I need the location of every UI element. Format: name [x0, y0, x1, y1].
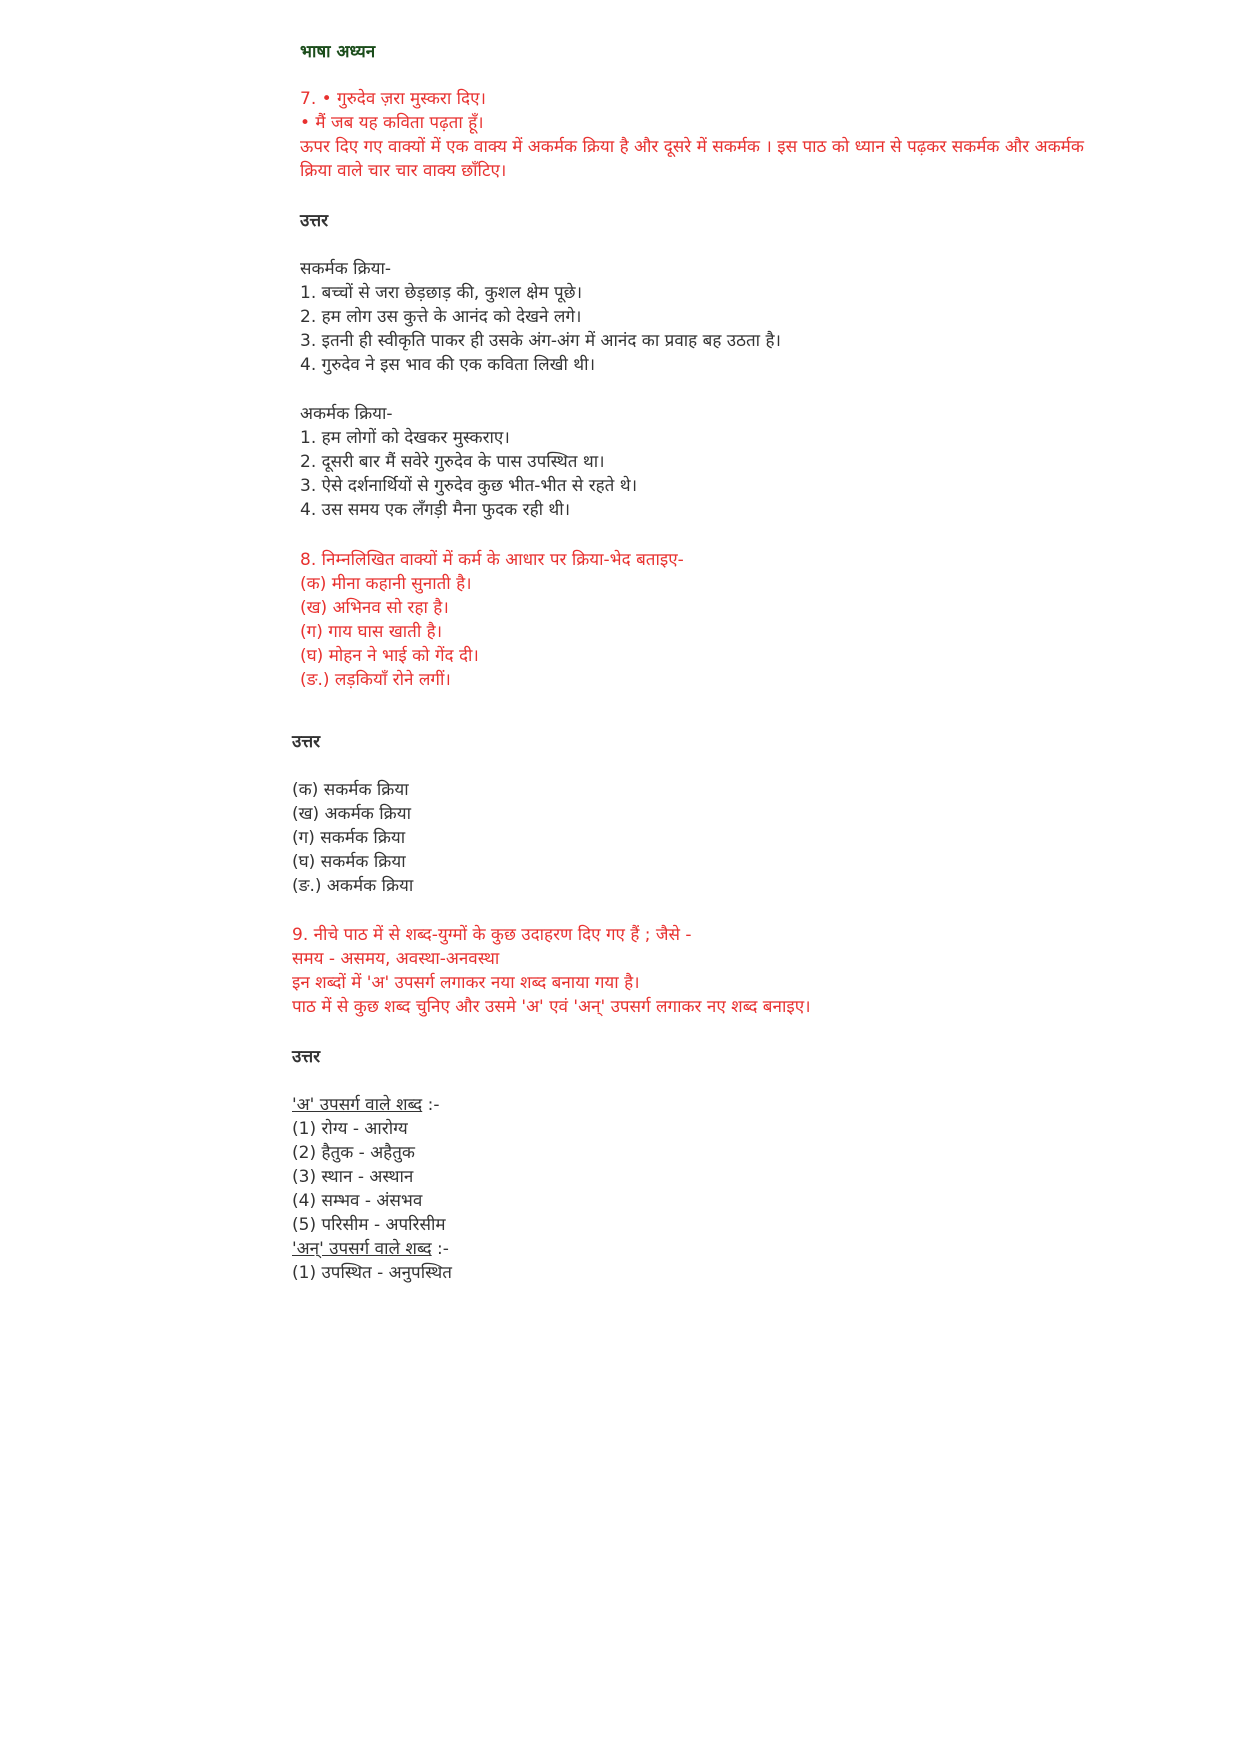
question-9-line: इन शब्दों में 'अ' उपसर्ग लगाकर नया शब्द बनाया गया है। [292, 973, 640, 993]
question-8-line: (क) मीना कहानी सुनाती है। [300, 574, 472, 594]
list-item: 1. हम लोगों को देखकर मुस्कराए। [300, 428, 510, 448]
list-item: (4) सम्भव - अंसभव [292, 1191, 423, 1211]
prefix-an-heading [292, 1237, 1172, 1261]
question-7-line: 7. • गुरुदेव ज़रा मुस्करा दिए। [300, 89, 486, 109]
list-item: 2. हम लोग उस कुत्ते के आनंद को देखने लगे। [300, 307, 582, 327]
question-9-line: समय - असमय, अवस्था-अनवस्था [292, 949, 500, 969]
list-item: (1) रोग्य - आरोग्य [292, 1119, 408, 1139]
list-item: (1) उपस्थित - अनुपस्थित [292, 1263, 452, 1283]
list-item: (3) स्थान - अस्थान [292, 1167, 414, 1187]
sakarmak-list [300, 257, 1180, 377]
question-8-line: (घ) मोहन ने भाई को गेंद दी। [300, 646, 479, 666]
list-item: (घ) सकर्मक क्रिया [292, 852, 406, 872]
prefix-an-heading-suffix: :- [431, 1239, 449, 1259]
answer-label-9: उत्तर [292, 1047, 321, 1067]
akarmak-list [300, 402, 1180, 522]
list-item: (2) हैतुक - अहैतुक [292, 1143, 415, 1163]
prefix-a-heading [292, 1093, 1172, 1117]
answer-label-8: उत्तर [292, 732, 321, 752]
question-7-instruction: ऊपर दिए गए वाक्यों में एक वाक्य में अकर्मक क्रिया है और दूसरे में सकर्मक । इस पाठ को ध्यान से पढ़कर सकर्मक और अकर्मक क्रिया वाले चार चार वाक्य छाँटिए। [300, 137, 1084, 181]
question-8-line: (ङ.) लड़कियाँ रोने लगीं। [300, 670, 451, 690]
prefix-a-heading-suffix: :- [422, 1095, 440, 1115]
question-8 [300, 548, 1180, 692]
question-8-line: 8. निम्नलिखित वाक्यों में कर्म के आधार पर क्रिया-भेद बताइए- [300, 550, 684, 570]
question-9 [292, 923, 1172, 1019]
list-item: 2. दूसरी बार मैं सवेरे गुरुदेव के पास उपस्थित था। [300, 452, 605, 472]
list-item: (क) सकर्मक क्रिया [292, 780, 409, 800]
prefix-an-heading-text: 'अन्' उपसर्ग वाले शब्द [292, 1239, 432, 1259]
akarmak-heading: अकर्मक क्रिया- [300, 404, 393, 424]
question-9-answers [292, 1093, 1172, 1285]
list-item: 3. ऐसे दर्शनार्थियों से गुरुदेव कुछ भीत-भीत से रहते थे। [300, 476, 638, 496]
list-item: 1. बच्चों से जरा छेड़छाड़ की, कुशल क्षेम पूछे। [300, 283, 583, 303]
question-8-answers [292, 778, 1172, 898]
question-7 [300, 87, 1180, 183]
question-9-line: पाठ में से कुछ शब्द चुनिए और उसमे 'अ' एवं 'अन्' उपसर्ग लगाकर नए शब्द बनाइए। [292, 997, 811, 1017]
prefix-a-heading-text: 'अ' उपसर्ग वाले शब्द [292, 1095, 423, 1115]
sakarmak-heading: सकर्मक क्रिया- [300, 259, 392, 279]
question-7-line: • मैं जब यह कविता पढ़ता हूँ। [300, 113, 484, 133]
list-item: (5) परिसीम - अपरिसीम [292, 1215, 446, 1235]
question-9-line: 9. नीचे पाठ में से शब्द-युग्मों के कुछ उदाहरण दिए गए हैं ; जैसे - [292, 925, 692, 945]
question-8-line: (ग) गाय घास खाती है। [300, 622, 443, 642]
list-item: (ग) सकर्मक क्रिया [292, 828, 406, 848]
list-item: 4. उस समय एक लँगड़ी मैना फुदक रही थी। [300, 500, 571, 520]
section-title: भाषा अध्यन [300, 42, 376, 62]
list-item: (ङ.) अकर्मक क्रिया [292, 876, 414, 896]
answer-label-7: उत्तर [300, 211, 329, 231]
question-8-line: (ख) अभिनव सो रहा है। [300, 598, 449, 618]
list-item: 4. गुरुदेव ने इस भाव की एक कविता लिखी थी। [300, 355, 596, 375]
list-item: (ख) अकर्मक क्रिया [292, 804, 411, 824]
list-item: 3. इतनी ही स्वीकृति पाकर ही उसके अंग-अंग में आनंद का प्रवाह बह उठता है। [300, 331, 781, 351]
